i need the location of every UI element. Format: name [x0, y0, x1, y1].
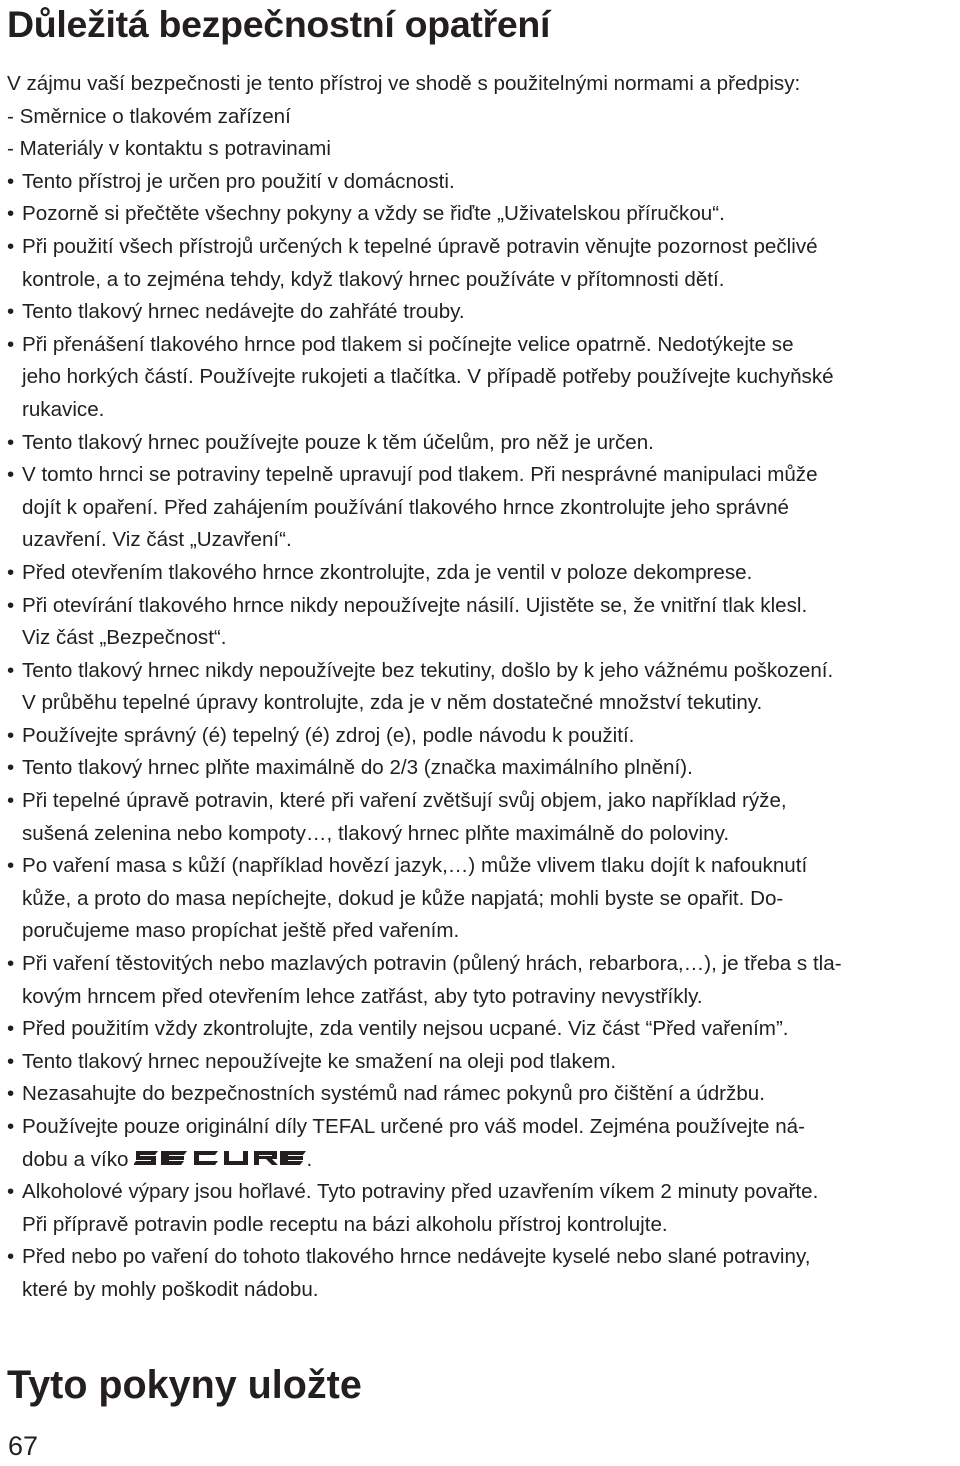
- list-item-continuation: jeho horkých částí. Používejte rukojeti a tlačítka. V případě potřeby používejte kuchyňské: [22, 365, 834, 389]
- list-item-text: Používejte pouze originální díly TEFAL určené pro váš model. Zejména používejte ná-: [22, 1115, 805, 1138]
- bullet-icon: •: [7, 756, 15, 780]
- list-item: [7, 459, 952, 492]
- secure5-logo-icon: [134, 1147, 306, 1169]
- list-item: [7, 557, 952, 590]
- list-item: [7, 231, 952, 264]
- bullet-icon: •: [7, 1017, 15, 1041]
- page-number: 67: [8, 1431, 39, 1461]
- list-item: [7, 1241, 952, 1274]
- list-item-text: Tento přístroj je určen pro použití v domácnosti.: [22, 169, 455, 193]
- list-item-text: Při vaření těstovitých nebo mazlavých potravin (půlený hrách, rebarbora,…), je třeba s tla-: [22, 952, 842, 976]
- list-item-text: Tento tlakový hrnec používejte pouze k těm účelům, pro něž je určen.: [22, 430, 654, 454]
- list-item-text: Pozorně si přečtěte všechny pokyny a vždy se řiďte „Uživatelskou příručkou“.: [22, 202, 725, 226]
- list-item-continuation: [7, 1144, 952, 1177]
- list-item: [7, 329, 952, 362]
- list-item: [7, 1078, 952, 1111]
- bullet-icon: •: [7, 854, 15, 878]
- list-item: [7, 198, 952, 231]
- bullet-icon: •: [7, 1082, 15, 1106]
- list-item-text: Nezasahujte do bezpečnostních systémů nad rámec pokynů pro čištění a údržbu.: [22, 1082, 765, 1106]
- safety-instructions: [7, 68, 952, 1307]
- list-item-text: Tento tlakový hrnec nedávejte do zahřáté trouby.: [22, 300, 465, 324]
- list-item: [7, 1111, 952, 1144]
- bullet-icon: •: [7, 430, 15, 454]
- bullet-icon: •: [7, 234, 15, 258]
- list-item-text: Používejte správný (é) tepelný (é) zdroj (e), podle návodu k použití.: [22, 723, 635, 747]
- bullet-icon: •: [7, 1115, 15, 1138]
- list-item-text: Při otevírání tlakového hrnce nikdy nepoužívejte násilí. Ujistěte se, že vnitřní tlak klesl.: [22, 593, 808, 617]
- page-title: Důležitá bezpečnostní opatření: [7, 3, 551, 45]
- list-item-text: .: [306, 1147, 313, 1171]
- list-item: [7, 590, 952, 623]
- list-item: [7, 427, 952, 460]
- list-item: [7, 1176, 952, 1209]
- bullet-icon: •: [7, 1245, 15, 1269]
- list-item: [7, 850, 952, 883]
- list-item: [7, 720, 952, 753]
- list-item-continuation: sušená zelenina nebo kompoty…, tlakový hrnec plňte maximálně do poloviny.: [22, 821, 730, 845]
- list-item-continuation: kovým hrncem před otevřením lehce zatřást, aby tyto potraviny nevystříkly.: [22, 984, 703, 1008]
- list-item-text: Při přenášení tlakového hrnce pod tlakem si počínejte velice opatrně. Nedotýkejte se: [22, 332, 794, 356]
- intro-line: V zájmu vaší bezpečnosti je tento přístroj ve shodě s použitelnými normami a předpisy:: [7, 72, 801, 95]
- list-item: [7, 1013, 952, 1046]
- list-item-continuation: kůže, a proto do masa nepíchejte, dokud je kůže napjatá; mohli byste se opařit. Do-: [22, 886, 784, 910]
- list-item-continuation: rukavice.: [22, 397, 105, 421]
- list-item-text: V tomto hrnci se potraviny tepelně upravují pod tlakem. Při nesprávné manipulaci může: [22, 463, 818, 487]
- list-item-continuation: poručujeme maso propíchat ještě před vařením.: [22, 919, 460, 943]
- bullet-icon: •: [7, 169, 15, 193]
- list-item-continuation: uzavření. Viz část „Uzavření“.: [22, 528, 292, 552]
- list-item-text: Před nebo po vaření do tohoto tlakového hrnce nedávejte kyselé nebo slané potraviny,: [22, 1245, 811, 1269]
- bullet-icon: •: [7, 332, 15, 356]
- list-item-dash: - Materiály v kontaktu s potravinami: [7, 137, 331, 161]
- bullet-icon: •: [7, 593, 15, 617]
- list-item-text: Před použitím vždy zkontrolujte, zda ventily nejsou ucpané. Viz část “Před vařením”.: [22, 1017, 789, 1041]
- list-item-text: Tento tlakový hrnec nikdy nepoužívejte bez tekutiny, došlo by k jeho vážnému poškození.: [22, 658, 834, 682]
- bullet-icon: •: [7, 789, 15, 813]
- list-item: [7, 948, 952, 981]
- list-item: [7, 166, 952, 199]
- list-item-continuation: V průběhu tepelné úpravy kontrolujte, zda je v něm dostatečné množství tekutiny.: [22, 691, 763, 715]
- bullet-icon: •: [7, 300, 15, 324]
- list-item-text: Alkoholové výpary jsou hořlavé. Tyto potraviny před uzavřením víkem 2 minuty povařte.: [22, 1180, 819, 1204]
- bullet-icon: •: [7, 952, 15, 976]
- list-item-text: dobu a víko: [22, 1147, 129, 1171]
- list-item-text: Tento tlakový hrnec nepoužívejte ke smažení na oleji pod tlakem.: [22, 1049, 617, 1073]
- list-item: [7, 655, 952, 688]
- list-item-continuation: které by mohly poškodit nádobu.: [22, 1277, 319, 1301]
- list-item: [7, 752, 952, 785]
- list-item-text: Při tepelné úpravě potravin, které při vaření zvětšují svůj objem, jako například rýže,: [22, 789, 787, 813]
- list-item-continuation: kontrole, a to zejména tehdy, když tlakový hrnec používáte v přítomnosti dětí.: [22, 267, 725, 291]
- footer-title: Tyto pokyny uložte: [7, 1363, 362, 1407]
- list-item: [7, 1046, 952, 1079]
- bullet-icon: •: [7, 723, 15, 747]
- list-item-text: Před otevřením tlakového hrnce zkontrolujte, zda je ventil v poloze dekomprese.: [22, 560, 753, 584]
- bullet-icon: •: [7, 1180, 15, 1204]
- list-item-continuation: Viz část „Bezpečnost“.: [22, 626, 227, 650]
- list-item-text: Po vaření masa s kůží (například hovězí jazyk,…) může vlivem tlaku dojít k nafouknutí: [22, 854, 808, 878]
- list-item-continuation: dojít k opaření. Před zahájením používání tlakového hrnce zkontrolujte jeho správné: [22, 495, 790, 519]
- list-item-text: Tento tlakový hrnec plňte maximálně do 2/3 (značka maximálního plnění).: [22, 756, 693, 780]
- list-item-text: Při použití všech přístrojů určených k tepelné úpravě potravin věnujte pozornost pečlivé: [22, 234, 818, 258]
- bullet-icon: •: [7, 658, 15, 682]
- list-item: [7, 785, 952, 818]
- bullet-icon: •: [7, 463, 15, 487]
- list-item-dash: - Směrnice o tlakovém zařízení: [7, 104, 291, 128]
- list-item-continuation: Při přípravě potravin podle receptu na bázi alkoholu přístroj kontrolujte.: [22, 1212, 668, 1236]
- list-item: [7, 296, 952, 329]
- bullet-icon: •: [7, 560, 15, 584]
- bullet-icon: •: [7, 1049, 15, 1073]
- bullet-icon: •: [7, 202, 15, 226]
